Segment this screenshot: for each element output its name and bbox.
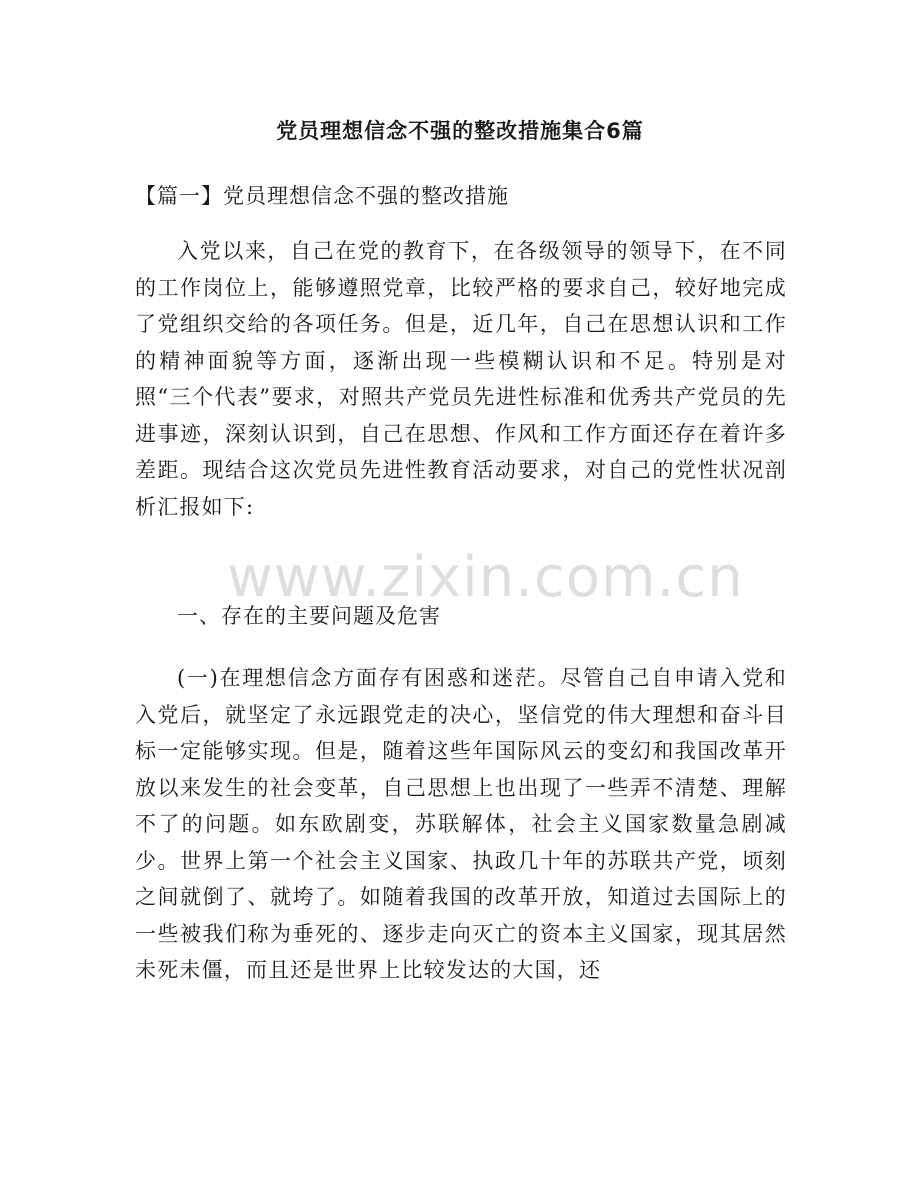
sub-heading: 一、存在的主要问题及危害 <box>177 604 441 628</box>
document-title: 党员理想信念不强的整改措施集合6篇 <box>276 119 644 143</box>
section-heading: 【篇一】党员理想信念不强的整改措施 <box>135 184 509 208</box>
body-paragraph-1: 入党以来，自己在党的教育下，在各级领导的领导下，在不同的工作岗位上，能够遵照党章，比较严格的要求自己，较好地完成了党组织交给的各项任务。但是，近几年，自己在思想认识和工作的精神面貌等方面，逐渐出现一些模糊认识和不足。特别是对照“三个代表”要求，对照共产党员先进性标准和优秀共产党员的先进事迹，深刻认识到，自己在思想、作风和工作方面还存在着许多差距。现结合这次党员先进性教育活动要求，对自己的党性状况剖析汇报如下: <box>135 239 787 519</box>
watermark: www.zixin.com.cn <box>227 545 744 610</box>
body-paragraph-2: (一)在理想信念方面存有困惑和迷茫。尽管自己自申请入党和入党后，就坚定了永远跟党走的决心，坚信党的伟大理想和奋斗目标一定能够实现。但是，随着这些年国际风云的变幻和我国改革开放以来发生的社会变革，自己思想上也出现了一些弄不清楚、理解不了的问题。如东欧剧变，苏联解体，社会主义国家数量急剧减少。世界上第一个社会主义国家、执政几十年的苏联共产党，顷刻之间就倒了、就垮了。如随着我国的改革开放，知道过去国际上的一些被我们称为垂死的、逐步走向灭亡的资本主义国家，现其居然未死未僵，而且还是世界上比较发达的大国，还 <box>135 666 787 982</box>
